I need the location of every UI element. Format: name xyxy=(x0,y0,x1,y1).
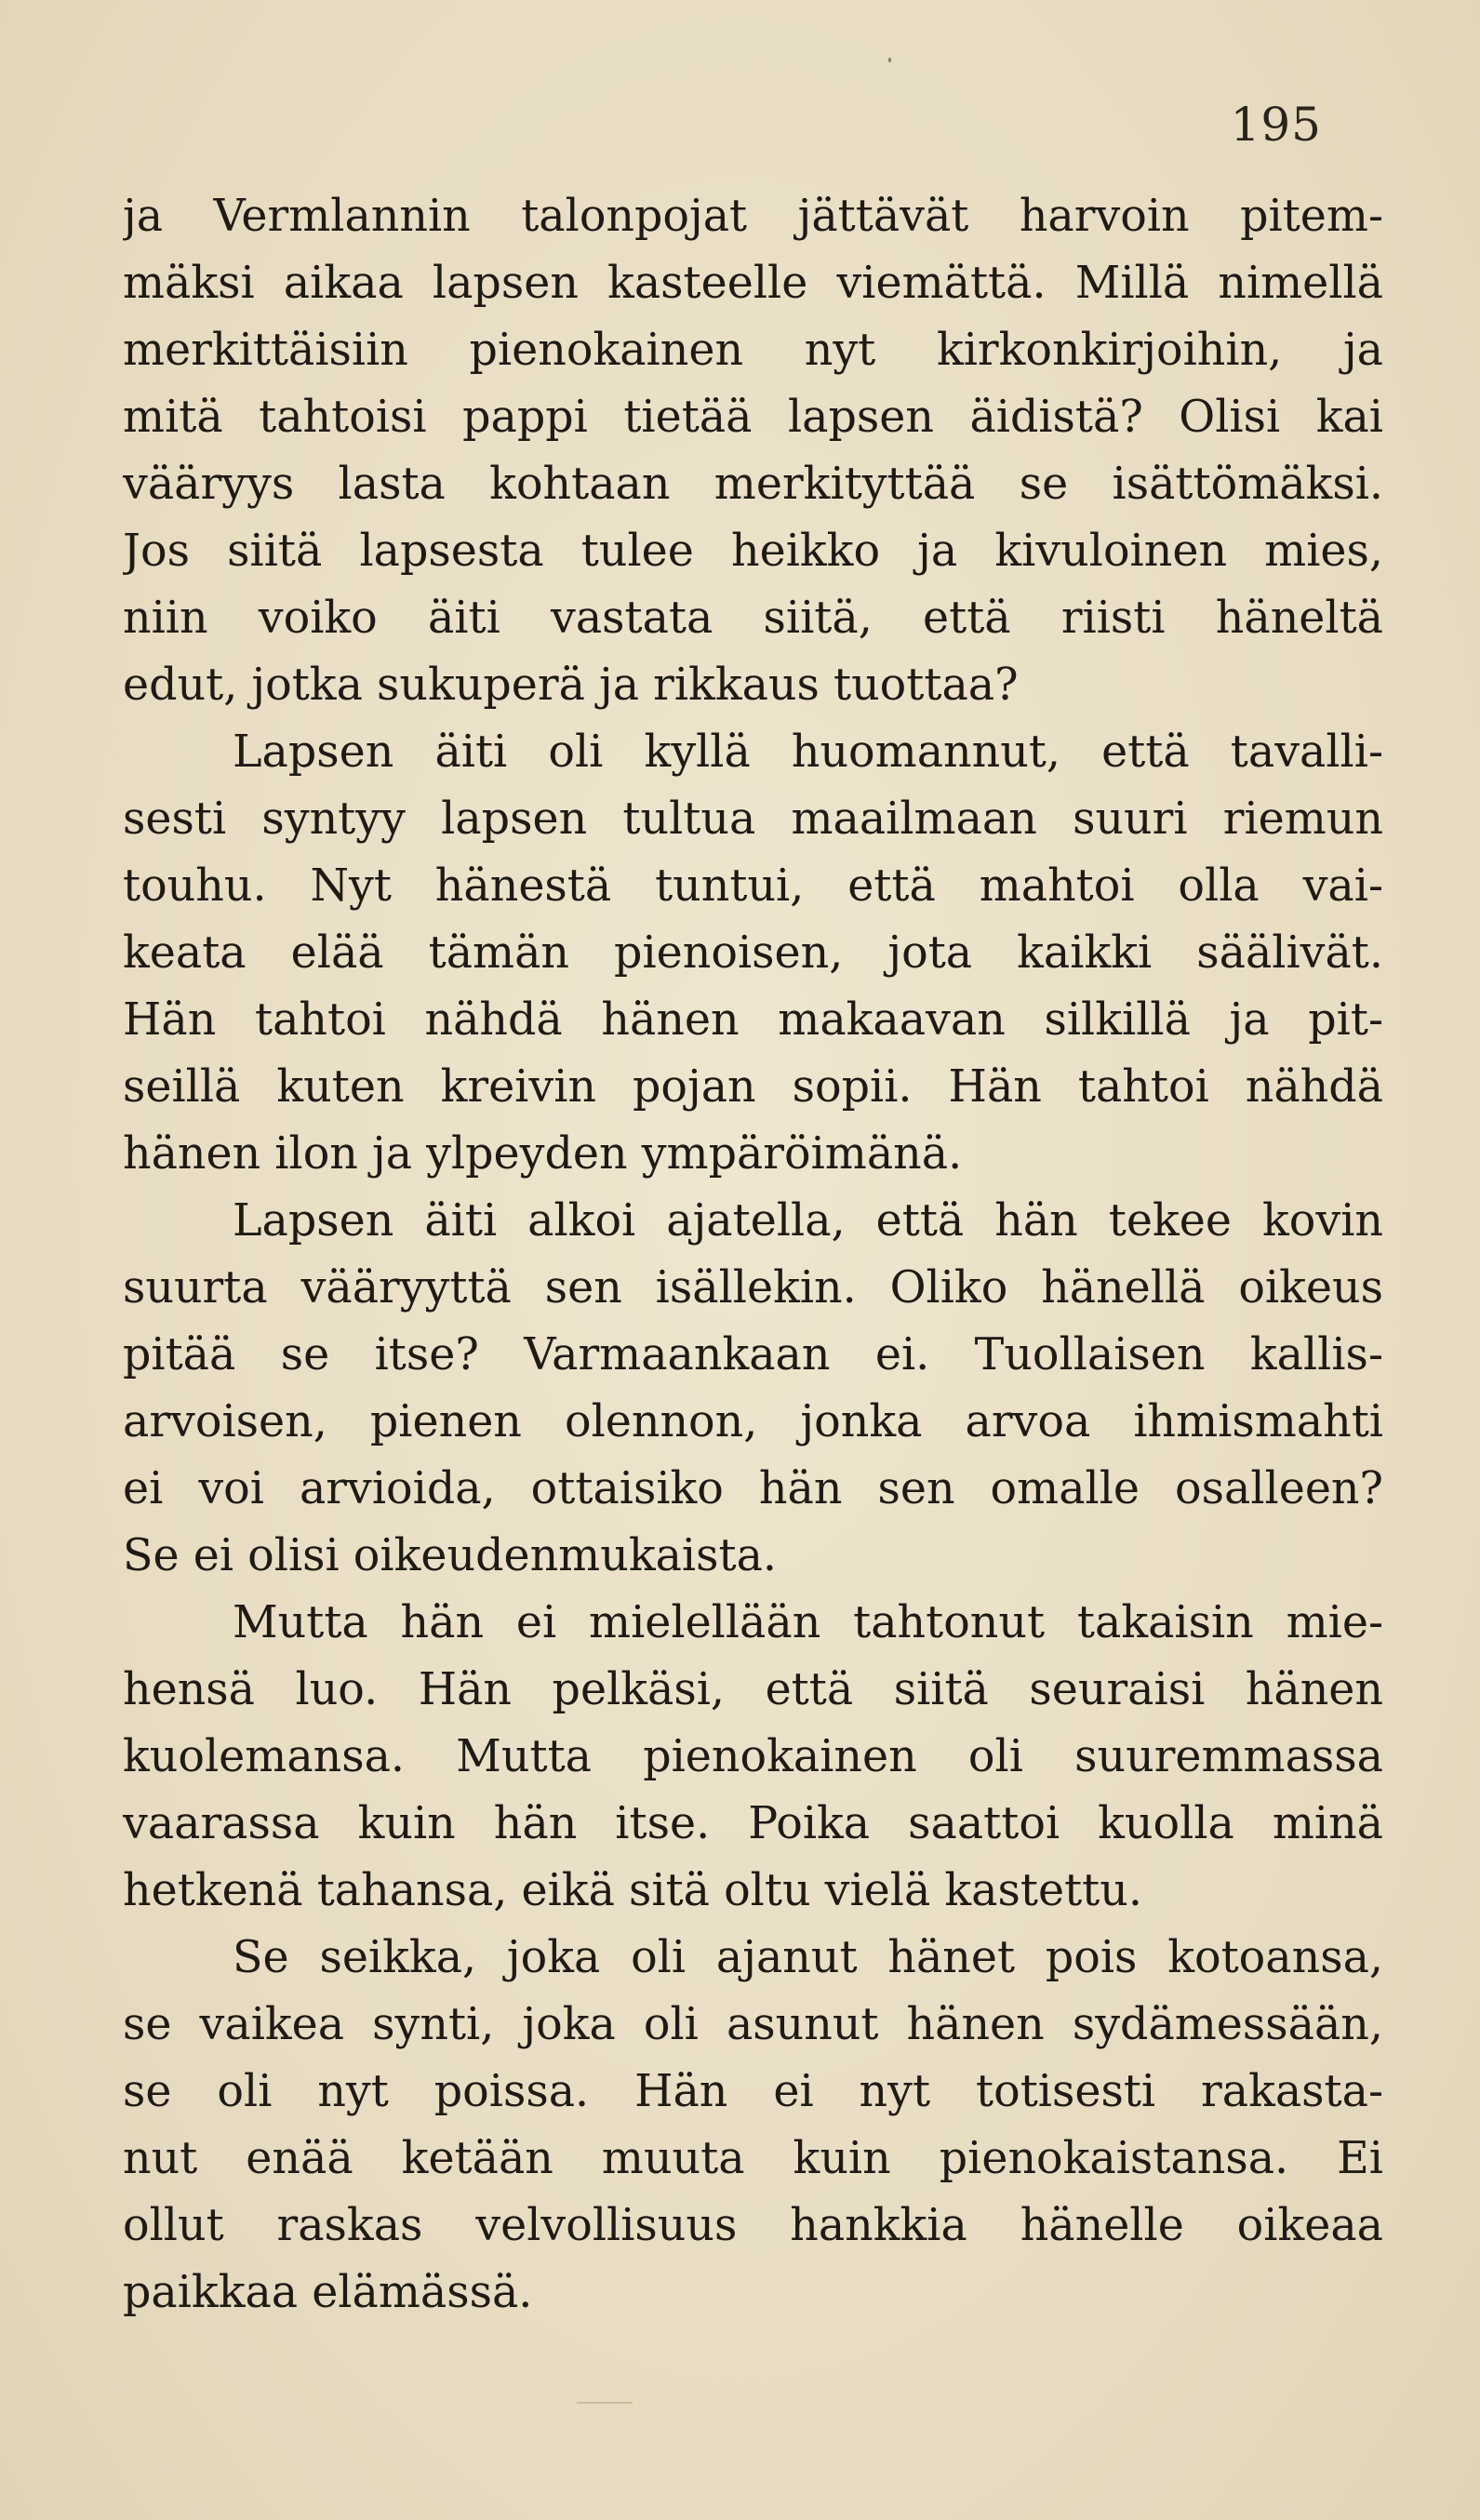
text-line: mäksi aikaa lapsen kasteelle viemättä. Millä nimellä xyxy=(123,258,1383,309)
text-line: se vaikea synti, joka oli asunut hänen sydämessään, xyxy=(123,1999,1383,2050)
text-line: hänen ilon ja ylpeyden ympäröimänä. xyxy=(123,1128,963,1180)
text-line: Lapsen äiti alkoi ajatella, että hän tekee kovin xyxy=(233,1195,1383,1247)
text-line: keata elää tämän pienoisen, jota kaikki säälivät. xyxy=(123,927,1383,979)
text-line: ei voi arvioida, ottaisiko hän sen omalle osalleen? xyxy=(123,1463,1383,1514)
body-text xyxy=(123,183,1383,2327)
text-line: se oli nyt poissa. Hän ei nyt totisesti rakasta- xyxy=(123,2066,1383,2117)
text-line: ollut raskas velvollisuus hankkia hänelle oikeaa xyxy=(123,2200,1383,2251)
text-line: hensä luo. Hän pelkäsi, että siitä seuraisi hänen xyxy=(123,1664,1383,1715)
paragraph-4 xyxy=(123,1590,1383,1925)
page-number: 195 xyxy=(1230,98,1322,152)
text-line: kuolemansa. Mutta pienokainen oli suuremmassa xyxy=(123,1731,1383,1782)
text-line: vääryys lasta kohtaan merkityttää se isättömäksi. xyxy=(123,459,1383,510)
text-line: paikkaa elämässä. xyxy=(123,2267,533,2318)
text-line: touhu. Nyt hänestä tuntui, että mahtoi olla vai- xyxy=(123,860,1383,912)
text-line: Hän tahtoi nähdä hänen makaavan silkillä ja pit- xyxy=(123,994,1383,1046)
text-line: Se ei olisi oikeudenmukaista. xyxy=(123,1530,777,1581)
text-line: merkittäisiin pienokainen nyt kirkonkirjoihin, ja xyxy=(123,325,1383,376)
paragraph-3 xyxy=(123,1188,1383,1590)
text-line: edut, jotka sukuperä ja rikkaus tuottaa? xyxy=(123,660,1019,711)
paragraph-2 xyxy=(123,719,1383,1188)
text-line: Mutta hän ei mielellään tahtonut takaisin mie- xyxy=(233,1597,1383,1648)
text-line: vaarassa kuin hän itse. Poika saattoi kuolla minä xyxy=(123,1798,1383,1849)
text-line: pitää se itse? Varmaankaan ei. Tuollaisen kallis- xyxy=(123,1329,1383,1380)
text-line: seillä kuten kreivin pojan sopii. Hän tahtoi nähdä xyxy=(123,1061,1383,1113)
text-line: arvoisen, pienen olennon, jonka arvoa ihmismahti xyxy=(123,1396,1383,1447)
text-line: nut enää ketään muuta kuin pienokaistansa. Ei xyxy=(123,2133,1383,2184)
text-line: Jos siitä lapsesta tulee heikko ja kivuloinen mies, xyxy=(123,526,1383,577)
text-line: sesti syntyy lapsen tultua maailmaan suuri riemun xyxy=(123,793,1383,845)
text-line: hetkenä tahansa, eikä sitä oltu vielä kastettu. xyxy=(123,1865,1142,1916)
text-line: Lapsen äiti oli kyllä huomannut, että tavalli- xyxy=(233,727,1383,778)
text-line: mitä tahtoisi pappi tietää lapsen äidistä? Olisi kai xyxy=(123,392,1383,443)
paragraph-5 xyxy=(123,1925,1383,2327)
bottom-divider xyxy=(577,2402,633,2404)
text-line: niin voiko äiti vastata siitä, että riisti häneltä xyxy=(123,593,1383,644)
text-line: suurta vääryyttä sen isällekin. Oliko hänellä oikeus xyxy=(123,1262,1383,1313)
paper-speck xyxy=(888,58,891,62)
text-line: Se seikka, joka oli ajanut hänet pois kotoansa, xyxy=(233,1932,1383,1983)
paragraph-1 xyxy=(123,183,1383,719)
text-line: ja Vermlannin talonpojat jättävät harvoin pitem- xyxy=(123,191,1383,242)
